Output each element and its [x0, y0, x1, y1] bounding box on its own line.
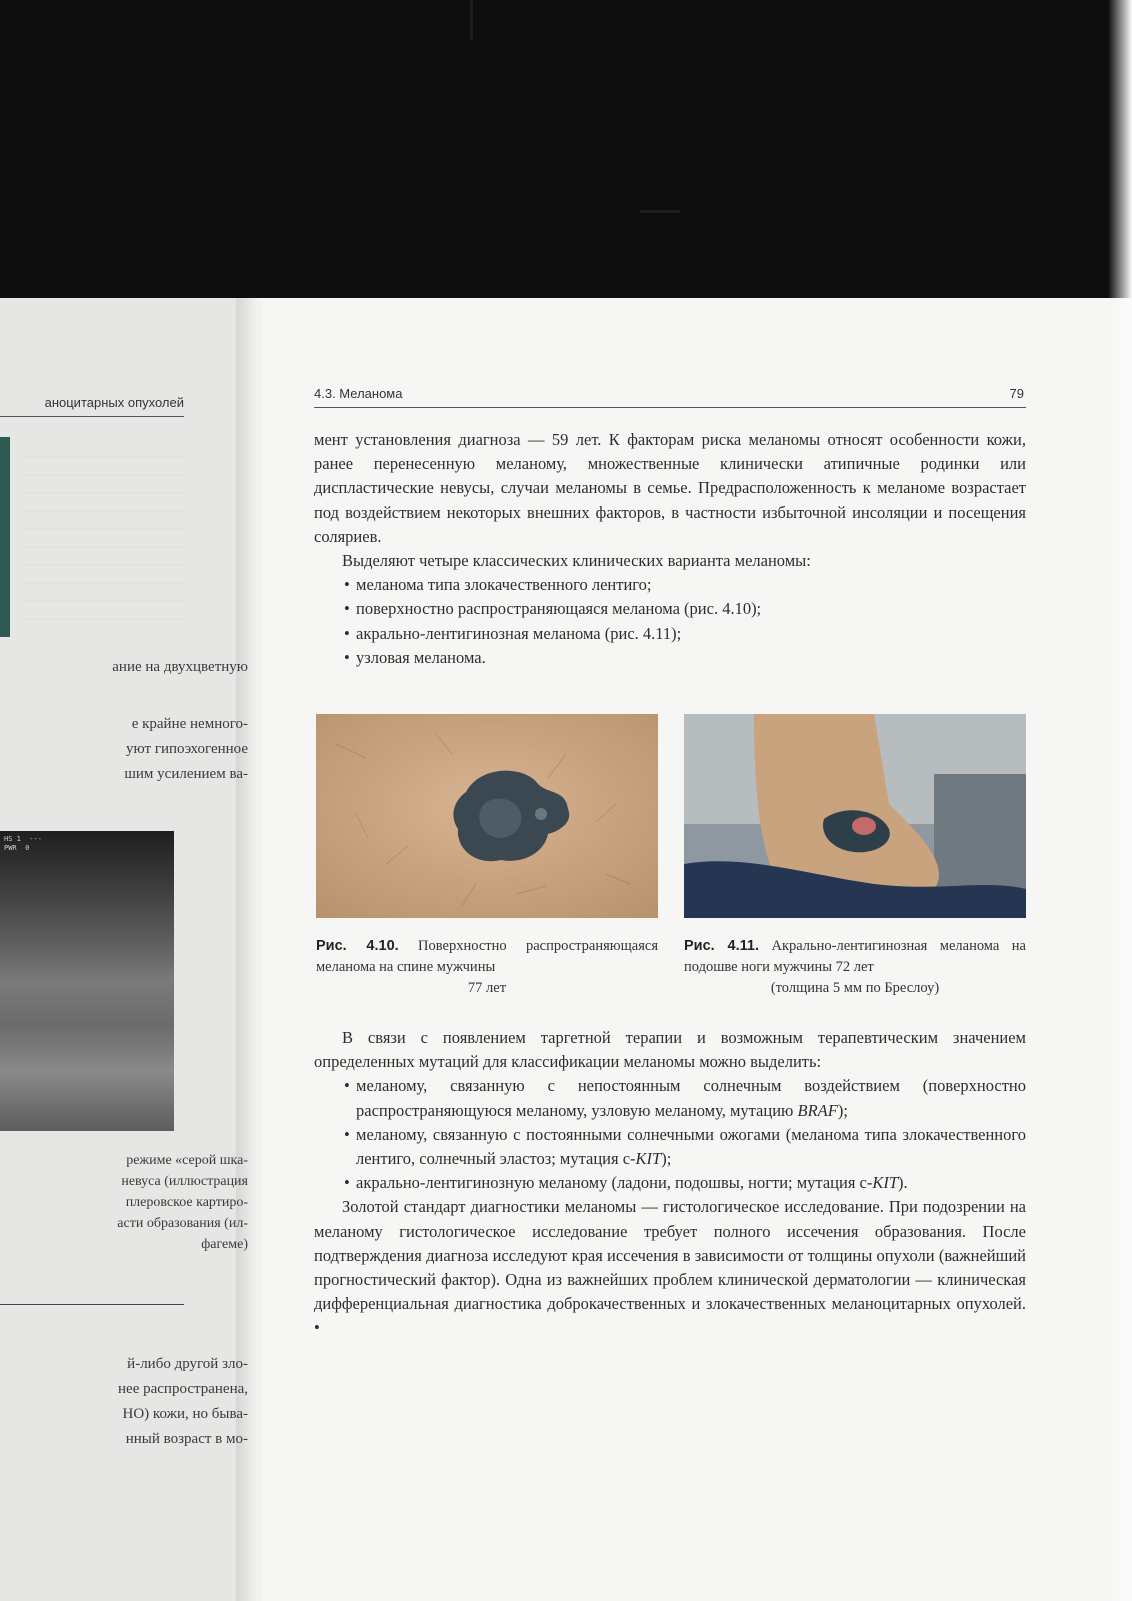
left-caption-fragment: ание на двухцветную	[112, 659, 248, 675]
left-text-line: й-либо другой зло-	[127, 1356, 248, 1372]
page-number: 79	[1009, 386, 1024, 401]
left-figure-edge	[0, 437, 10, 637]
header-rule	[314, 407, 1026, 408]
figure-label: Рис. 4.11.	[684, 938, 759, 954]
variants-list	[314, 573, 1026, 670]
caption-text-last: (толщина 5 мм по Бреслоу)	[770, 980, 940, 996]
list-item: • меланому, связанную с непостоянным солнечным воздействием (поверхностно распространяющуюся меланому, узловую меланому, мутацию BRAF);	[314, 1074, 1026, 1122]
ultrasound-label: HS 1 --- PWR 0	[4, 835, 42, 852]
left-text-line: нее распространена,	[118, 1381, 248, 1397]
caption-text: Поверхностно распространяющаяся меланома на спине мужчины	[316, 938, 658, 975]
bleed-through-text	[22, 440, 182, 620]
left-text-line: е крайне немного-	[131, 716, 248, 732]
left-figure-caption-line: плеровское картиро-	[125, 1195, 248, 1210]
paragraph: мент установления диагноза — 59 лет. К факторам риска меланомы относят особенности кожи, ранее перенесенную меланому, множественные клинически атипичные родинки или диспластические невусы, случаи меланомы в семье. Предрасположенность к меланоме возрастает под воздействием некоторых внешних факторов, в частности избыточной инсоляции и посещения соляриев.	[314, 430, 1026, 546]
figure-4-10-photo	[316, 714, 658, 918]
caption-text: Акрально-лентигинозная меланома на подошве ноги мужчины 72 лет	[684, 938, 1026, 975]
paragraph: Золотой стандарт диагностики меланомы — гистологическое исследование. При подозрении на меланому гистологическое исследование требует полного иссечения образования. После подтверждения диагноза исследуют края иссечения в зависимости от толщины опухоли (важнейший прогностический фактор). Одна из важнейших проблем клинической дерматологии — клиническая дифференциальная диагностика доброкачественных и злокачественных меланоцитарных опухолей. •	[314, 1197, 1026, 1338]
paragraph: В связи с появлением таргетной терапии и возможным терапевтическим значением определенных мутаций для классификации меланомы можно выделить:	[314, 1028, 1026, 1072]
ultrasound-image	[0, 831, 174, 1131]
left-text-line: нный возраст в мо-	[125, 1431, 248, 1447]
running-head: 4.3. Меланома	[314, 386, 403, 401]
list-item: • акрально-лентигинозную меланому (ладони, подошвы, ногти; мутация c-KIT).	[314, 1171, 1026, 1195]
left-figure-caption-line: фагеме)	[201, 1237, 248, 1252]
list-item: • поверхностно распространяющаяся меланома (рис. 4.10);	[314, 597, 1026, 621]
left-text-line: шим усилением ва-	[124, 766, 248, 782]
list-item: • акрально-лентигинозная меланома (рис. 4.11);	[314, 622, 1026, 646]
caption-text-last: 77 лет	[467, 980, 507, 996]
page-edge	[1108, 0, 1132, 1601]
left-figure-caption-line: режиме «серой шка-	[126, 1153, 248, 1168]
left-figure-caption-line: асти образования (ил-	[117, 1216, 248, 1231]
body-text-top	[314, 428, 1026, 670]
figure-4-11-photo	[684, 714, 1026, 918]
left-section-rule	[0, 1304, 184, 1305]
mutation-list	[314, 1074, 1026, 1195]
paragraph: Выделяют четыре классических клинических варианта меланомы:	[342, 551, 811, 571]
figure-label: Рис. 4.10.	[316, 938, 399, 954]
list-item: • меланома типа злокачественного лентиго;	[314, 573, 1026, 597]
left-figure-caption-line: невуса (иллюстрация	[121, 1174, 248, 1189]
left-text-line: уют гипоэхогенное	[126, 741, 248, 757]
scan-dark-border	[0, 0, 1132, 305]
figure-4-10-caption	[316, 936, 658, 999]
end-mark: •	[314, 1318, 320, 1338]
list-item: • узловая меланома.	[314, 646, 1026, 670]
figure-4-11-caption	[684, 936, 1026, 999]
list-item: • меланому, связанную с постоянными солнечными ожогами (меланома типа злокачественного лентиго, солнечный эластоз; мутация c-KIT);	[314, 1123, 1026, 1171]
body-text-bottom	[314, 1026, 1026, 1341]
left-running-head: аноцитарных опухолей	[44, 395, 184, 410]
left-text-line: НО) кожи, но быва-	[122, 1406, 248, 1422]
left-header-rule	[0, 416, 184, 417]
